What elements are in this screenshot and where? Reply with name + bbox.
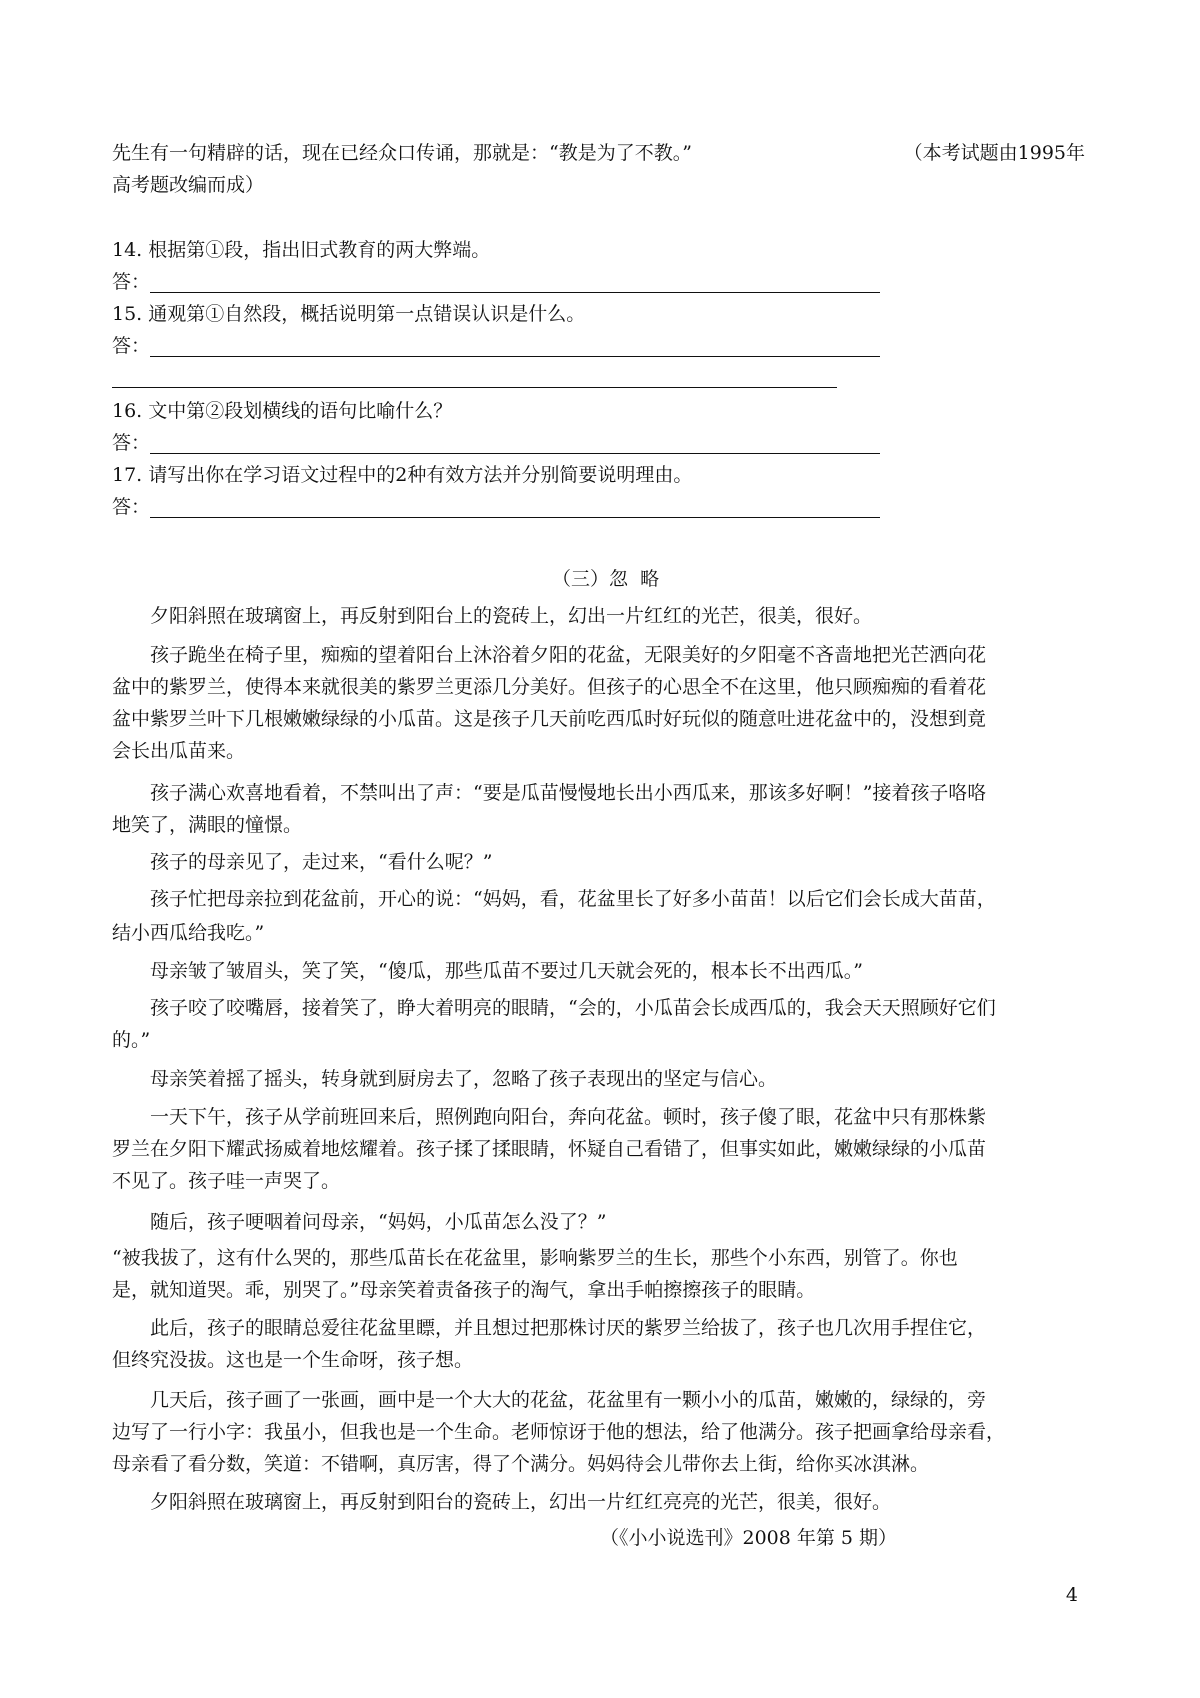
- story-line: 盆中的紫罗兰，使得本来就很美的紫罗兰更添几分美好。但孩子的心思全不在这里，他只顾痴痴的看着花: [112, 676, 987, 698]
- story-source: （《小小说选刊》2008 年第 5 期）: [600, 1527, 898, 1549]
- question-16: 16. 文中第②段划横线的语句比喻什么？: [112, 400, 453, 422]
- answer-label-15: 答：: [112, 335, 151, 357]
- story-line: 母亲看了看分数，笑道：不错啊，真厉害，得了个满分。妈妈待会儿带你去上街，给你买冰淇淋。: [112, 1453, 930, 1475]
- story-title: （三）忽 略: [552, 568, 660, 590]
- story-line: 孩子跪坐在椅子里，痴痴的望着阳台上沐浴着夕阳的花盆，无限美好的夕阳毫不吝啬地把光芒洒向花: [150, 644, 987, 666]
- page-number: 4: [1065, 1584, 1078, 1606]
- answer-label-14: 答：: [112, 271, 151, 293]
- story-line: 盆中紫罗兰叶下几根嫩嫩绿绿的小瓜苗。这是孩子几天前吃西瓜时好玩似的随意吐进花盆中的，没想到竟: [112, 708, 987, 730]
- story-line: 一天下午，孩子从学前班回来后，照例跑向阳台，奔向花盆。顿时，孩子傻了眼，花盆中只有那株紫: [150, 1106, 987, 1128]
- story-line: 几天后，孩子画了一张画，画中是一个大大的花盆，花盆里有一颗小小的瓜苗，嫩嫩的，绿绿的，旁: [150, 1389, 987, 1411]
- source-note: （本考试题由1995年: [903, 142, 1085, 164]
- answer-line-16[interactable]: [150, 453, 880, 454]
- answer-line-15a[interactable]: [150, 356, 880, 357]
- story-line: 边写了一行小字：我虽小，但我也是一个生命。老师惊讶于他的想法，给了他满分。孩子把画拿给母亲看，: [112, 1421, 1006, 1443]
- story-line: 夕阳斜照在玻璃窗上，再反射到阳台的瓷砖上，幻出一片红红亮亮的光芒，很美，很好。: [150, 1491, 892, 1513]
- story-line: 随后，孩子哽咽着问母亲，“妈妈，小瓜苗怎么没了？”: [150, 1211, 607, 1233]
- story-line: 孩子的母亲见了，走过来，“看什么呢？”: [150, 851, 493, 873]
- source-note-continued: 高考题改编而成）: [112, 174, 265, 196]
- story-line: 是，就知道哭。乖，别哭了。”母亲笑着责备孩子的淘气，拿出手帕擦擦孩子的眼睛。: [112, 1279, 816, 1301]
- story-line: 此后，孩子的眼睛总爱往花盆里瞟，并且想过把那株讨厌的紫罗兰给拔了，孩子也几次用手捏住它，: [150, 1317, 987, 1339]
- story-line: 结小西瓜给我吃。”: [112, 922, 265, 944]
- story-line: 母亲皱了皱眉头，笑了笑，“傻瓜，那些瓜苗不要过几天就会死的，根本长不出西瓜。”: [150, 960, 863, 982]
- story-line: 孩子满心欢喜地看着，不禁叫出了声：“要是瓜苗慢慢地长出小西瓜来，那该多好啊！”接着孩子咯咯: [150, 782, 987, 804]
- story-line: 但终究没拔。这也是一个生命呀，孩子想。: [112, 1349, 474, 1371]
- question-14: 14. 根据第①段，指出旧式教育的两大弊端。: [112, 239, 491, 261]
- story-line: 夕阳斜照在玻璃窗上，再反射到阳台上的瓷砖上，幻出一片红红的光芒，很美，很好。: [150, 605, 873, 627]
- story-line: 孩子忙把母亲拉到花盆前，开心的说：“妈妈，看，花盆里长了好多小苗苗！以后它们会长成大苗苗，: [150, 888, 996, 910]
- story-line: 母亲笑着摇了摇头，转身就到厨房去了，忽略了孩子表现出的坚定与信心。: [150, 1068, 778, 1090]
- story-line: 地笑了，满眼的憧憬。: [112, 814, 303, 836]
- answer-label-16: 答：: [112, 432, 151, 454]
- question-15: 15. 通观第①自然段，概括说明第一点错误认识是什么。: [112, 303, 586, 325]
- answer-line-14[interactable]: [150, 292, 880, 293]
- question-17: 17. 请写出你在学习语文过程中的2种有效方法并分别简要说明理由。: [112, 464, 693, 486]
- story-line: 的。”: [112, 1029, 151, 1051]
- story-line: “被我拔了，这有什么哭的，那些瓜苗长在花盆里，影响紫罗兰的生长，那些个小东西，别管了。你也: [112, 1247, 958, 1269]
- story-line: 会长出瓜苗来。: [112, 740, 246, 762]
- story-line: 孩子咬了咬嘴唇，接着笑了，睁大着明亮的眼睛，“会的，小瓜苗会长成西瓜的，我会天天照顾好它们: [150, 997, 996, 1019]
- story-line: 不见了。孩子哇一声哭了。: [112, 1170, 341, 1192]
- story-line: 罗兰在夕阳下耀武扬威着地炫耀着。孩子揉了揉眼睛，怀疑自己看错了，但事实如此，嫩嫩绿绿的小瓜苗: [112, 1138, 987, 1160]
- answer-line-17[interactable]: [150, 517, 880, 518]
- answer-label-17: 答：: [112, 496, 151, 518]
- answer-line-15b[interactable]: [112, 387, 837, 388]
- intro-line: 先生有一句精辟的话，现在已经众口传诵，那就是：“教是为了不教。”: [112, 142, 692, 164]
